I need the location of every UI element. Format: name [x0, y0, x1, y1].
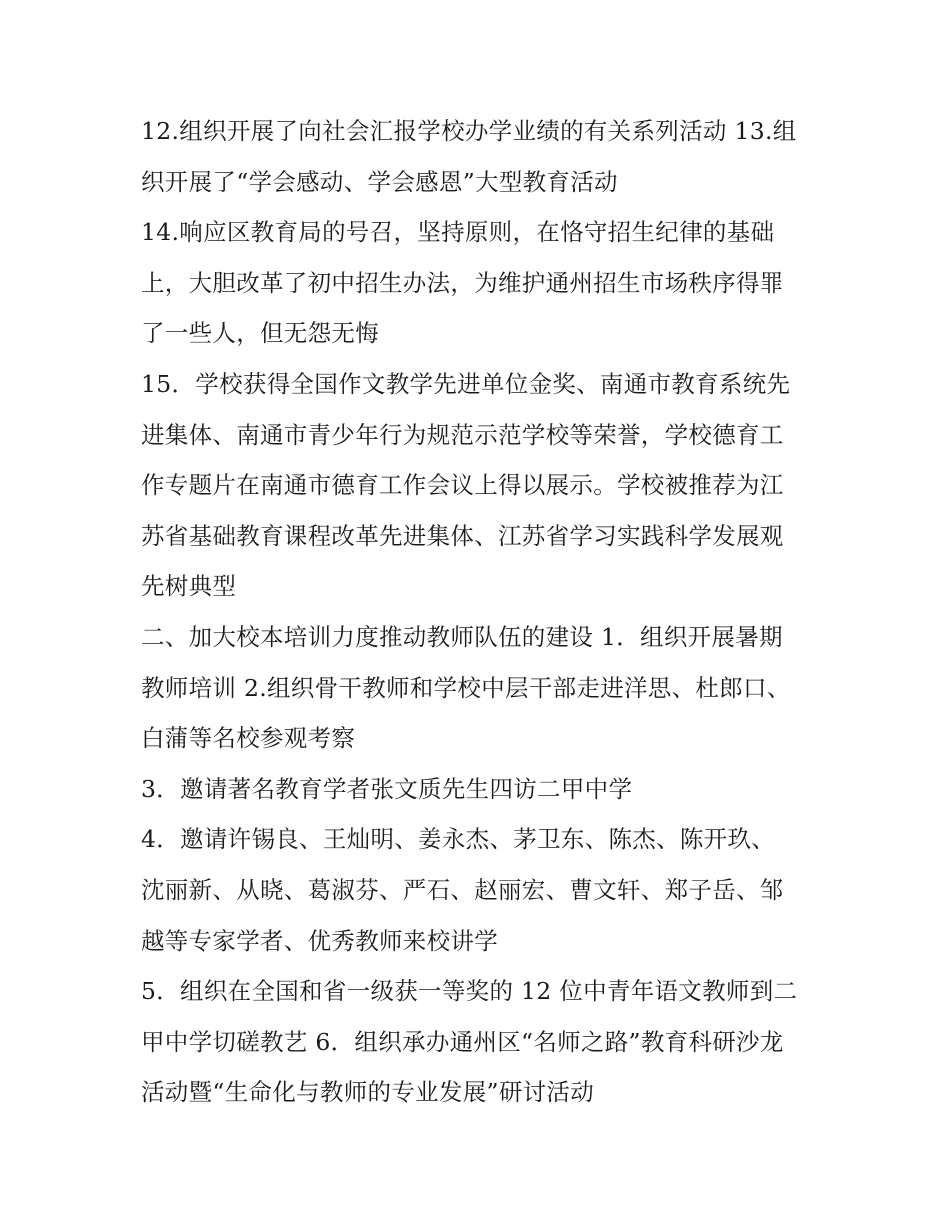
- text-line: 14.响应区教育局的号召，坚持原则，在恪守招生纪律的基础: [141, 218, 775, 247]
- text-line: 上，大胆改革了初中招生办法，为维护通州招生市场秩序得罪: [141, 268, 784, 297]
- document-body: [141, 106, 821, 1118]
- text-line: 教师培训 2.组织骨干教师和学校中层干部走进洋思、杜郎口、: [141, 673, 791, 702]
- text-line: 二、加大校本培训力度推动教师队伍的建设 1．组织开展暑期: [141, 622, 783, 651]
- text-line: 12.组织开展了向社会汇报学校办学业绩的有关系列活动 13.组: [141, 117, 797, 145]
- text-line: 先树典型: [141, 572, 237, 601]
- text-line: 越等专家学者、优秀教师来校讲学: [141, 926, 498, 955]
- text-line: 苏省基础教育课程改革先进集体、江苏省学习实践科学发展观: [141, 521, 784, 550]
- text-line: 沈丽新、从晓、葛淑芬、严石、赵丽宏、曹文轩、郑子岳、邹: [141, 875, 784, 904]
- text-line: 织开展了“学会感动、学会感恩”大型教育活动: [141, 167, 618, 196]
- text-line: 3．邀请著名教育学者张文质先生四访二甲中学: [141, 774, 633, 803]
- text-line: 甲中学切磋教艺 6．组织承办通州区“名师之路”教育科研沙龙: [141, 1027, 784, 1056]
- text-line: 4．邀请许锡良、王灿明、姜永杰、茅卫东、陈杰、陈开玖、: [141, 825, 776, 854]
- text-line: 了一些人，但无怨无悔: [141, 319, 379, 348]
- text-line: 活动暨“生命化与教师的专业发展”研讨活动: [141, 1078, 595, 1107]
- text-line: 进集体、南通市青少年行为规范示范学校等荣誉，学校德育工: [141, 420, 784, 449]
- text-line: 白蒲等名校参观考察: [141, 724, 356, 753]
- text-line: 作专题片在南通市德育工作会议上得以展示。学校被推荐为江: [141, 471, 784, 500]
- text-line: 15．学校获得全国作文教学先进单位金奖、南通市教育系统先: [141, 369, 791, 398]
- text-line: 5．组织在全国和省一级获一等奖的 12 位中青年语文教师到二: [141, 977, 798, 1006]
